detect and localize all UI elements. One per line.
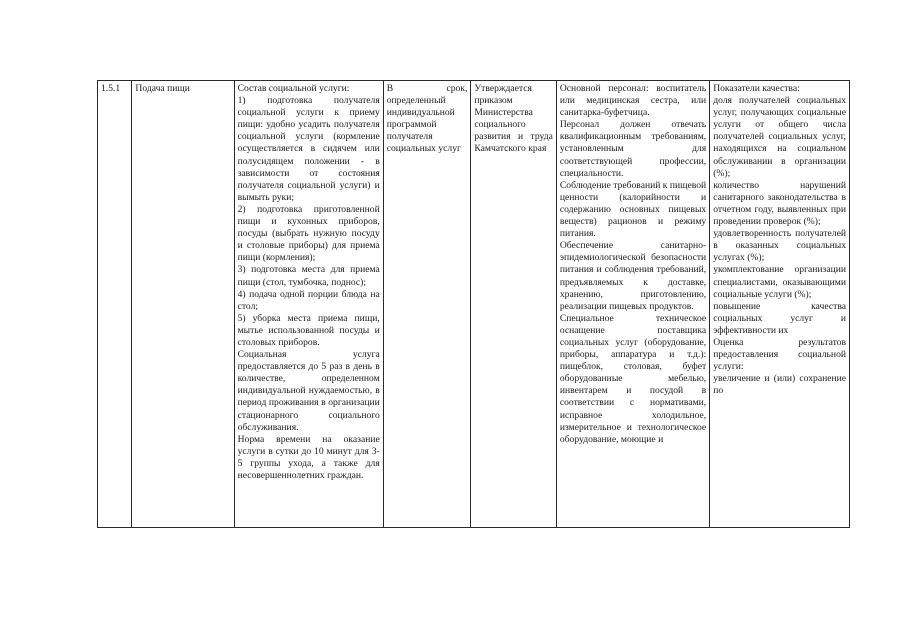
- composition-heading: Состав социальной услуги:: [237, 83, 350, 94]
- service-standard-table: [97, 80, 850, 528]
- basis-cell: [471, 81, 557, 528]
- quality-item: укомплектование организации специалистами, оказывающими социальные услуги (%);: [713, 264, 846, 300]
- basis-text: Утверждается приказом Министерства социального развития и труда Камчатского края: [474, 83, 553, 155]
- row-number: 1.5.1: [101, 83, 121, 94]
- staff-item: Основной персонал: воспитатель или медицинская сестра, или санитарка-буфетчица.: [559, 83, 707, 119]
- quality-item: Оценка результатов предоставления социальной услуги:: [713, 336, 846, 373]
- quality-item: доля получателей социальных услуг, получающих социальные услуги от общего числа получателей социальных услуг, находящихся на социальном обслуживании в организации (%);: [713, 95, 846, 179]
- term-text: В срок, определенный индивидуальной программой получателя социальных услуг: [386, 83, 468, 155]
- composition-item: 4) подача одной порции блюда на стол;: [237, 288, 380, 312]
- quality-item: повышение качества социальных услуг и эффективности их: [713, 300, 846, 336]
- composition-time-norm: Норма времени на оказание услуги в сутки до 10 минут для 3-5 группы ухода, а также для несовершеннолетних граждан.: [237, 433, 380, 481]
- service-name-cell: [132, 81, 234, 528]
- table-row: [98, 81, 850, 528]
- service-name: Подача пищи: [135, 83, 190, 94]
- staff-item: Соблюдение требований к пищевой ценности (калорийности и содержанию основных пищевых веществ) рационов и режиму питания.: [559, 179, 707, 240]
- composition-item: 1) подготовка получателя социальной услуги к приему пищи: удобно усадить получателя социальной услуги (кормление осуществляется в сидячем или полусидящем положении - в зависимости от состояния получателя социальной услуги) и вымыть руки;: [237, 95, 380, 203]
- staff-item: Персонал должен отвечать квалификационным требованиям, установленным для соответствующей профессии, специальности.: [559, 119, 707, 179]
- staff-cell: [556, 81, 709, 528]
- term-cell: [383, 81, 471, 528]
- row-number-cell: [98, 81, 132, 528]
- composition-cell: [234, 81, 383, 528]
- composition-frequency: Социальная услуга предоставляется до 5 раз в день в количестве, определенном индивидуальной нуждаемостью, в период проживания в организации стационарного социального обслуживания.: [237, 349, 380, 433]
- staff-item: Обеспечение санитарно-эпидемиологической безопасности питания и соблюдения требований, предъявляемых к доставке, хранению, приготовлению, реализации пищевых продуктов.: [559, 240, 707, 312]
- quality-item: количество нарушений санитарного законодательства в отчетном году, выявленных при проведении проверок (%);: [713, 179, 846, 228]
- composition-item: 5) уборка места приема пищи, мытье использованной посуды и столовых приборов.: [237, 312, 380, 348]
- quality-heading: Показатели качества:: [713, 83, 800, 94]
- composition-item: 3) подготовка места для приема пищи (стол, тумбочка, поднос);: [237, 264, 380, 288]
- quality-item: увеличение и (или) сохранение по: [713, 373, 846, 397]
- quality-cell: [710, 81, 850, 528]
- composition-item: 2) подготовка приготовленной пищи и кухонных приборов, посуды (выбрать нужную посуду и столовые приборы) для приема пищи (кормления);: [237, 203, 380, 264]
- staff-item: Специальное техническое оснащение поставщика социальных услуг (оборудование, приборы, аппаратура и т.д.): пищеблок, столовая, буфет оборудованные мебелью, инвентарем и посудой в соответствии с нормативами, исправное холодильное, измерительное и технологическое оборудование, моющие и: [559, 312, 707, 445]
- quality-item: удовлетворенность получателей в оказанных социальных услугах (%);: [713, 228, 846, 264]
